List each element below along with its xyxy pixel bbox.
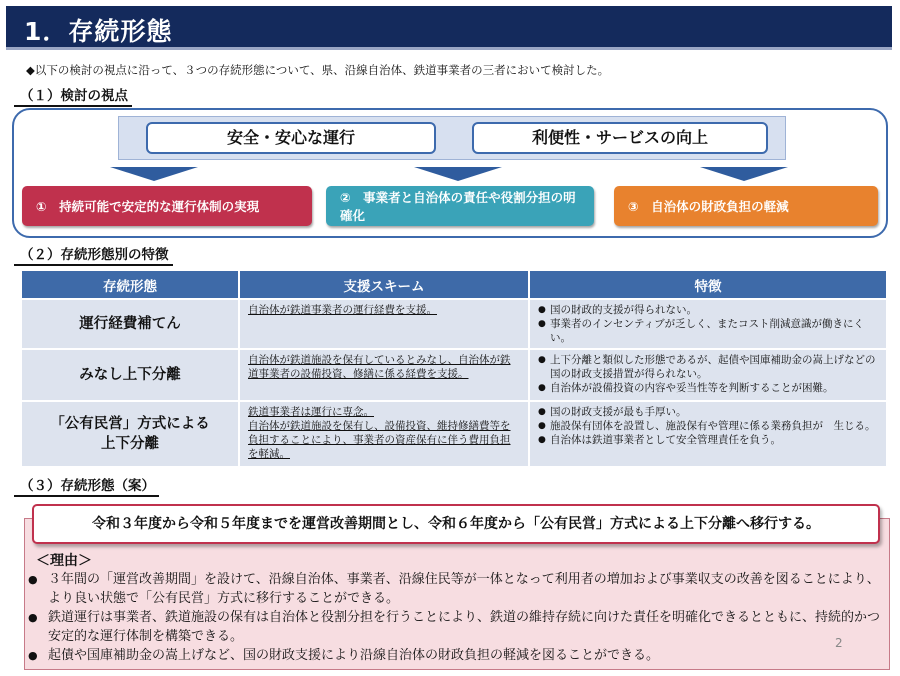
reason-item: ● 起債や国庫補助金の嵩上げなど、国の財政支援により沿線自治体の財政負担の軽減を図ることができる。 <box>28 646 880 665</box>
section1-heading: （１）検討の視点 <box>14 84 132 107</box>
section3-heading: （３）存続形態（案） <box>14 474 159 497</box>
column-header: 支援スキーム <box>239 270 529 299</box>
table-row <box>21 401 887 467</box>
feature-bullet: ● 上下分離と類似した形態であるが、起債や国庫補助金の嵩上げなどの国の財政支援措置が得られない。 <box>538 353 878 381</box>
scheme-text: 自治体が鉄道施設を保有しているとみなし、自治体が鉄道事業者の設備投資、修繕に係る経費を支援。 <box>248 354 511 380</box>
row-scheme <box>239 299 529 349</box>
features-table <box>20 269 888 468</box>
section2-heading: （２）存続形態別の特徴 <box>14 243 173 266</box>
row-features <box>529 349 887 401</box>
row-scheme <box>239 349 529 401</box>
reason-heading: ＜理由＞ <box>36 553 92 569</box>
reason-item: ● 鉄道運行は事業者、鉄道施設の保有は自治体と役割分担を行うことにより、鉄道の維持存続に向けた責任を明確化できるとともに、持続的かつ安定的な運行体制を構築できる。 <box>28 608 880 646</box>
page-number: 2 <box>835 636 843 650</box>
page-title: 1．存続形態 <box>24 17 173 46</box>
arrow-down-icon <box>110 167 198 181</box>
feature-bullet: ● 国の財政的支援が得られない。 <box>538 303 878 317</box>
table-row <box>21 299 887 349</box>
reason-list <box>28 570 880 665</box>
goal-role-clarification: ② 事業者と自治体の責任や役割分担の明確化 <box>326 186 594 226</box>
reason-item: ● ３年間の「運営改善期間」を設けて、沿線自治体、事業者、沿線住民等が一体となって利用者の増加および事業収支の改善を図ることにより、より良い状態で「公有民営」方式に移行することができる。 <box>28 570 880 608</box>
proposal-box: 令和３年度から令和５年度までを運営改善期間とし、令和６年度から「公有民営」方式による上下分離へ移行する。 <box>32 504 880 544</box>
row-type: 「公有民営」方式による上下分離 <box>21 401 239 467</box>
arrow-down-icon <box>414 167 502 181</box>
row-features <box>529 401 887 467</box>
intro-text: ◆以下の検討の視点に沿って、３つの存続形態について、県、沿線自治体、鉄道事業者の三者において検討した。 <box>26 63 610 77</box>
scheme-text: 自治体が鉄道施設を保有し、設備投資、維持修繕費等を負担することにより、事業者の資産保有に伴う費用負担を軽減。 <box>248 420 511 460</box>
scheme-text: 自治体が鉄道事業者の運行経費を支援。 <box>248 304 437 316</box>
table-header-row <box>21 270 887 299</box>
title-bar <box>6 6 892 50</box>
row-type: 運行経費補てん <box>21 299 239 349</box>
goal-stable-operation: ① 持続可能で安定的な運行体制の実現 <box>22 186 312 226</box>
feature-bullet: ● 事業者のインセンティブが乏しく、またコスト削減意識が働きにくい。 <box>538 317 878 345</box>
row-type: みなし上下分離 <box>21 349 239 401</box>
column-header: 特徴 <box>529 270 887 299</box>
row-scheme <box>239 401 529 467</box>
viewpoint-convenience: 利便性・サービスの向上 <box>472 122 768 154</box>
feature-bullet: ● 自治体は鉄道事業者として安全管理責任を負う。 <box>538 433 878 447</box>
viewpoint-safety: 安全・安心な運行 <box>146 122 436 154</box>
feature-bullet: ● 自治体が設備投資の内容や妥当性等を判断することが困難。 <box>538 381 878 395</box>
scheme-text: 鉄道事業者は運行に専念。 <box>248 406 374 418</box>
table-row <box>21 349 887 401</box>
arrow-down-icon <box>700 167 788 181</box>
column-header: 存続形態 <box>21 270 239 299</box>
feature-bullet: ● 施設保有団体を設置し、施設保有や管理に係る業務負担が 生じる。 <box>538 419 878 433</box>
goal-fiscal-burden: ③ 自治体の財政負担の軽減 <box>614 186 878 226</box>
feature-bullet: ● 国の財政支援が最も手厚い。 <box>538 405 878 419</box>
row-features <box>529 299 887 349</box>
